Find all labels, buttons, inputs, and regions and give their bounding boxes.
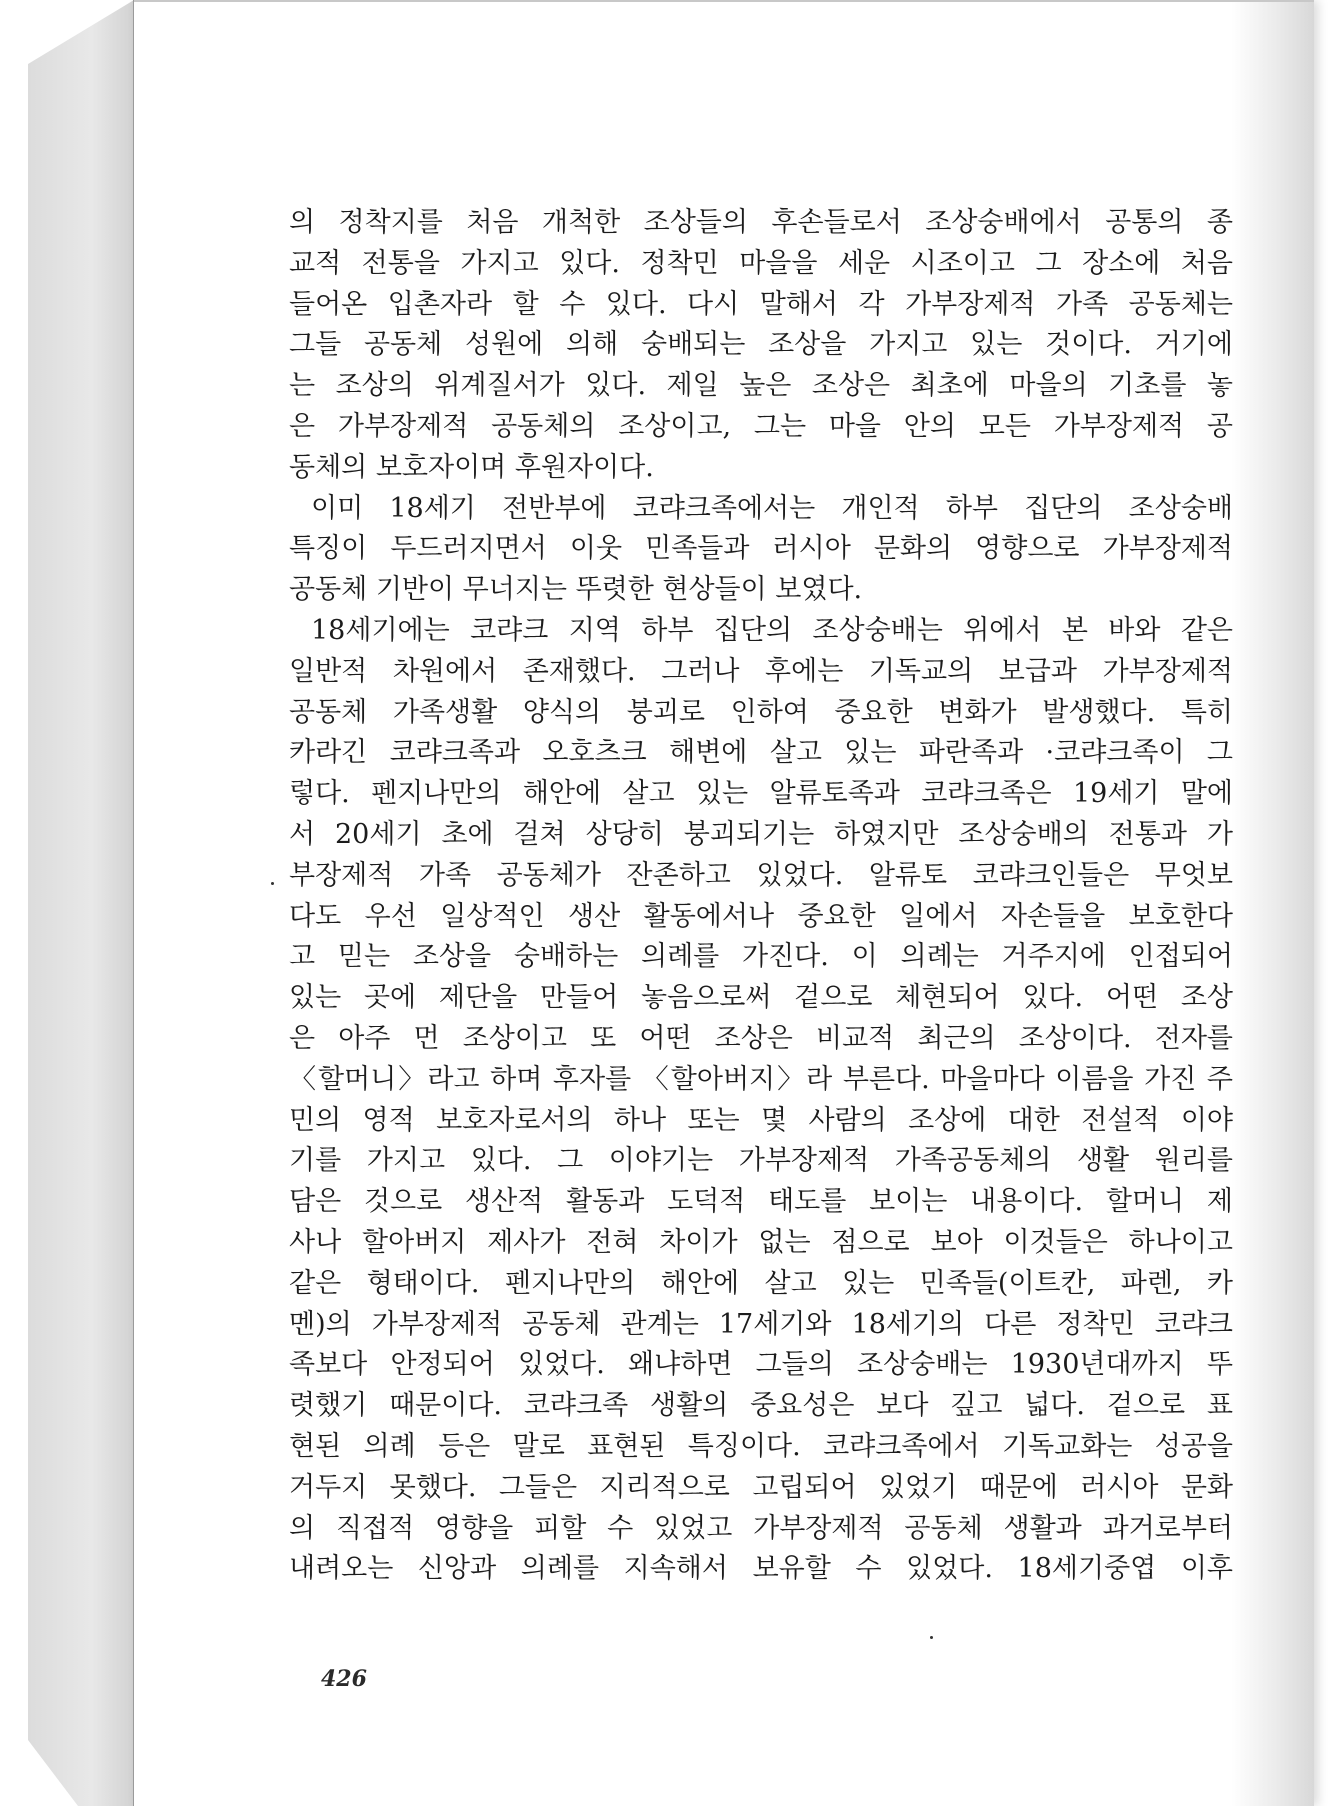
text-line: 일반적 차원에서 존재했다. 그러나 후에는 기독교의 보급과 가부장제적 <box>289 655 1233 687</box>
text-line: 18세기에는 코랴크 지역 하부 집단의 조상숭배는 위에서 본 바와 같은 <box>311 614 1233 646</box>
text-line: 내려오는 신앙과 의례를 지속해서 보유할 수 있었다. 18세기중엽 이후 <box>289 1553 1233 1585</box>
text-line: 렷했기 때문이다. 코랴크족 생활의 중요성은 보다 깊고 넓다. 겉으로 표 <box>289 1390 1233 1422</box>
book-spine-side <box>28 0 134 1806</box>
text-line: 족보다 안정되어 있었다. 왜냐하면 그들의 조상숭배는 1930년대까지 뚜 <box>289 1349 1233 1381</box>
text-line: 멘)의 가부장제적 공동체 관계는 17세기와 18세기의 다른 정착민 코랴크 <box>289 1308 1233 1340</box>
text-line: 기를 가지고 있다. 그 이야기는 가부장제적 가족공동체의 생활 원리를 <box>289 1145 1233 1177</box>
text-line: 은 가부장제적 공동체의 조상이고, 그는 마을 안의 모든 가부장제적 공 <box>289 410 1233 442</box>
text-line: 렇다. 펜지나만의 해안에 살고 있는 알류토족과 코랴크족은 19세기 말에 <box>289 778 1233 810</box>
text-line: 담은 것으로 생산적 활동과 도덕적 태도를 보이는 내용이다. 할머니 제 <box>289 1186 1233 1218</box>
scan-speck <box>930 1636 933 1639</box>
text-line: 카라긴 코랴크족과 오호츠크 해변에 살고 있는 파란족과 ·코랴크족이 그 <box>289 737 1233 769</box>
text-line: 는 조상의 위계질서가 있다. 제일 높은 조상은 최초에 마을의 기초를 놓 <box>289 370 1233 402</box>
text-line: 공동체 기반이 무너지는 뚜렷한 현상들이 보였다. <box>289 574 863 606</box>
text-line: 이미 18세기 전반부에 코랴크족에서는 개인적 하부 집단의 조상숭배 <box>311 492 1233 524</box>
text-line: 서 20세기 초에 걸쳐 상당히 붕괴되기는 하였지만 조상숭배의 전통과 가 <box>289 818 1233 850</box>
text-line: 의 직접적 영향을 피할 수 있었고 가부장제적 공동체 생활과 과거로부터 <box>289 1512 1233 1544</box>
text-line: 동체의 보호자이며 후원자이다. <box>289 451 654 483</box>
text-line: 〈할머니〉라고 하며 후자를 〈할아버지〉라 부른다. 마을마다 이름을 가진 주 <box>289 1063 1233 1095</box>
scan-speck <box>271 882 274 885</box>
text-line: 교적 전통을 가지고 있다. 정착민 마을을 세운 시조이고 그 장소에 처음 <box>289 247 1233 279</box>
page-top-edge <box>134 0 1314 2</box>
text-line: 특징이 두드러지면서 이웃 민족들과 러시아 문화의 영향으로 가부장제적 <box>289 533 1233 565</box>
text-line: 들어온 입촌자라 할 수 있다. 다시 말해서 각 가부장제적 가족 공동체는 <box>289 288 1233 320</box>
text-line: 고 믿는 조상을 숭배하는 의례를 가진다. 이 의례는 거주지에 인접되어 <box>289 941 1233 973</box>
text-line: 의 정착지를 처음 개척한 조상들의 후손들로서 조상숭배에서 공통의 종 <box>289 207 1233 238</box>
text-line: 있는 곳에 제단을 만들어 놓음으로써 겉으로 체현되어 있다. 어떤 조상 <box>289 982 1233 1014</box>
page-body-text <box>289 203 1233 1590</box>
page-left-edge <box>133 0 134 1806</box>
text-line: 사나 할아버지 제사가 전혀 차이가 없는 점으로 보아 이것들은 하나이고 <box>289 1226 1233 1258</box>
text-line: 다도 우선 일상적인 생산 활동에서나 중요한 일에서 자손들을 보호한다 <box>289 900 1233 932</box>
text-line: 민의 영적 보호자로서의 하나 또는 몇 사람의 조상에 대한 전설적 이야 <box>289 1104 1233 1136</box>
text-line: 같은 형태이다. 펜지나만의 해안에 살고 있는 민족들(이트칸, 파렌, 카 <box>289 1267 1233 1299</box>
text-line: 현된 의례 등은 말로 표현된 특징이다. 코랴크족에서 기독교화는 성공을 <box>289 1430 1233 1462</box>
page-number: 426 <box>321 1666 367 1692</box>
text-line: 거두지 못했다. 그들은 지리적으로 고립되어 있었기 때문에 러시아 문화 <box>289 1471 1233 1503</box>
text-line: 그들 공동체 성원에 의해 숭배되는 조상을 가지고 있는 것이다. 거기에 <box>289 329 1233 361</box>
text-line: 공동체 가족생활 양식의 붕괴로 인하여 중요한 변화가 발생했다. 특히 <box>289 696 1233 728</box>
text-line: 부장제적 가족 공동체가 잔존하고 있었다. 알류토 코랴크인들은 무엇보 <box>289 859 1233 891</box>
text-line: 은 아주 먼 조상이고 또 어떤 조상은 비교적 최근의 조상이다. 전자를 <box>289 1022 1233 1054</box>
